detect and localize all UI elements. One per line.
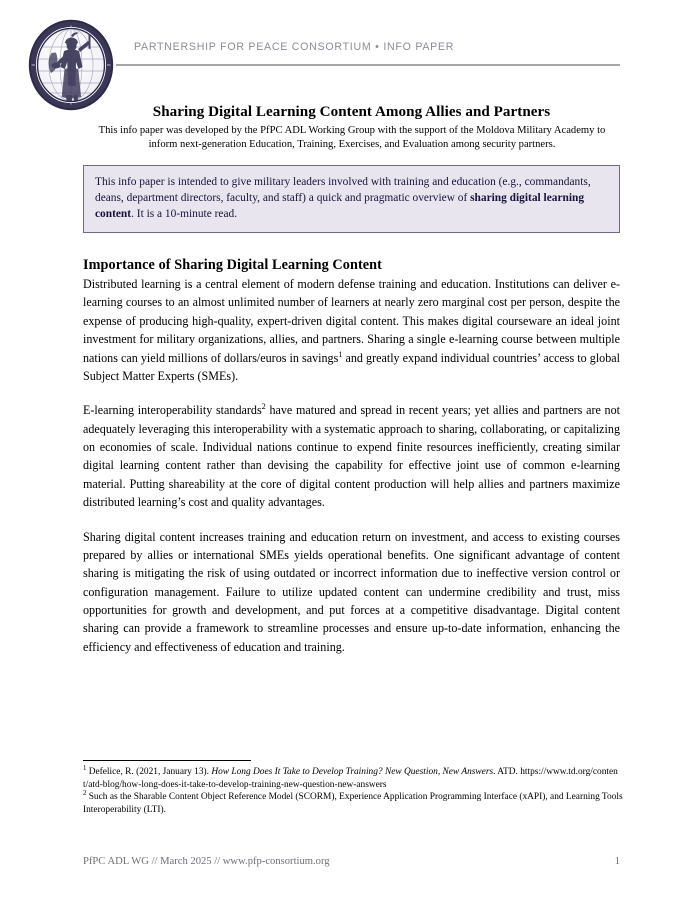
paragraph-1-text-a: Distributed learning is a central element of modern defense training and education. Institutions can deliver e-learning courses to an almost unlimited number of learners at nearly zero marginal cost per person, despite the expense of producing high-quality, expert-driven digital content. This makes digital courseware an ideal joint investment for military organizations, allies, and partners. Sharing a single e-learning course between multiple nations can yield millions of dollars/euros in savings xyxy=(83,277,620,365)
paragraph-2 xyxy=(83,401,620,511)
paragraph-1 xyxy=(83,275,620,385)
body-text-column xyxy=(83,275,620,656)
footnote-ref-2[interactable]: 2 xyxy=(261,402,266,412)
header-divider xyxy=(116,64,620,66)
footnote-separator xyxy=(83,760,251,761)
footnote-ref-1[interactable]: 1 xyxy=(338,349,343,359)
page-title: Sharing Digital Learning Content Among Allies and Partners xyxy=(152,104,551,120)
document-header xyxy=(0,0,700,120)
footer-page-number: 1 xyxy=(614,856,620,867)
footnote-2 xyxy=(83,791,623,816)
footnote-2-text: Such as the Sharable Content Object Reference Model (SCORM), Experience Application Programming Interface (xAPI), and Learning Tools Interoperability (LTI). xyxy=(83,792,623,815)
footnote-1 xyxy=(83,766,623,791)
pfpc-seal-logo xyxy=(26,19,116,111)
abstract-callout-box xyxy=(83,165,620,233)
paragraph-2-text-a: E-learning interoperability standards xyxy=(83,403,262,418)
paragraph-1-text-b: and greatly expand individual countries’ access to global Subject Matter Experts (SMEs). xyxy=(83,350,620,383)
footnote-1-url[interactable]: https://www.td.org/content/atd-blog/how-long-does-it-take-to-develop-training-new-question-new-answers xyxy=(83,767,618,790)
footnote-1-title: How Long Does It Take to Develop Training? New Question, New Answers xyxy=(211,767,494,777)
callout-text-lead: This info paper is intended to give military leaders involved with training and education (e.g., commandants, deans, department directors, faculty, and staff) a quick and pragmatic overview of xyxy=(95,176,591,205)
page-footer xyxy=(83,856,620,867)
paragraph-3: Sharing digital content increases training and education return on investment, and access to existing courses prepared by allies or international SMEs yields operational benefits. One significant advantage of content sharing is mitigating the risk of using outdated or incorrect information due to ineffective version control or configuration management. Failure to utilize updated content can undermine credibility and trust, miss opportunities for growth and development, and put forces at a competitive disadvantage. Digital content sharing can provide a framework to streamline processes and ensure up-to-date information, enhancing the efficiency and effectiveness of education and training. xyxy=(83,529,620,654)
callout-text-tail: . It is a 10-minute read. xyxy=(131,208,238,221)
footnotes-block xyxy=(83,766,623,816)
masthead-organization-line: PARTNERSHIP FOR PEACE CONSORTIUM • INFO PAPER xyxy=(134,41,455,53)
footnote-1-number: 1 xyxy=(83,764,87,772)
callout-bold-phrase: sharing digital learning content xyxy=(95,192,585,221)
page-subtitle: This info paper was developed by the PfPC ADL Working Group with the support of the Moldova Military Academy to inform next-generation Education, Training, Exercises, and Evaluation among security partners. xyxy=(98,125,606,150)
paragraph-2-text-b: have matured and spread in recent years; yet allies and partners are not adequately leveraging this interoperability with a systematic approach to sharing, collaborating, or capitalizing on economies of scale. Individual nations continue to expend finite resources inefficiently, creating similar digital learning content rather than devising the capability for effective joint use of common e-learning material. Putting shareability at the core of digital content production will help allies and partners maximize distributed learning’s cost and quality advantages. xyxy=(83,403,620,510)
footnote-1-publisher: . ATD. xyxy=(493,767,518,777)
footnote-2-number: 2 xyxy=(83,789,87,797)
footnote-1-author: Defelice, R. (2021, January 13). xyxy=(86,767,212,777)
section-heading-importance: Importance of Sharing Digital Learning Content xyxy=(83,256,382,273)
footer-source-line: PfPC ADL WG // March 2025 // www.pfp-consortium.org xyxy=(83,856,330,867)
